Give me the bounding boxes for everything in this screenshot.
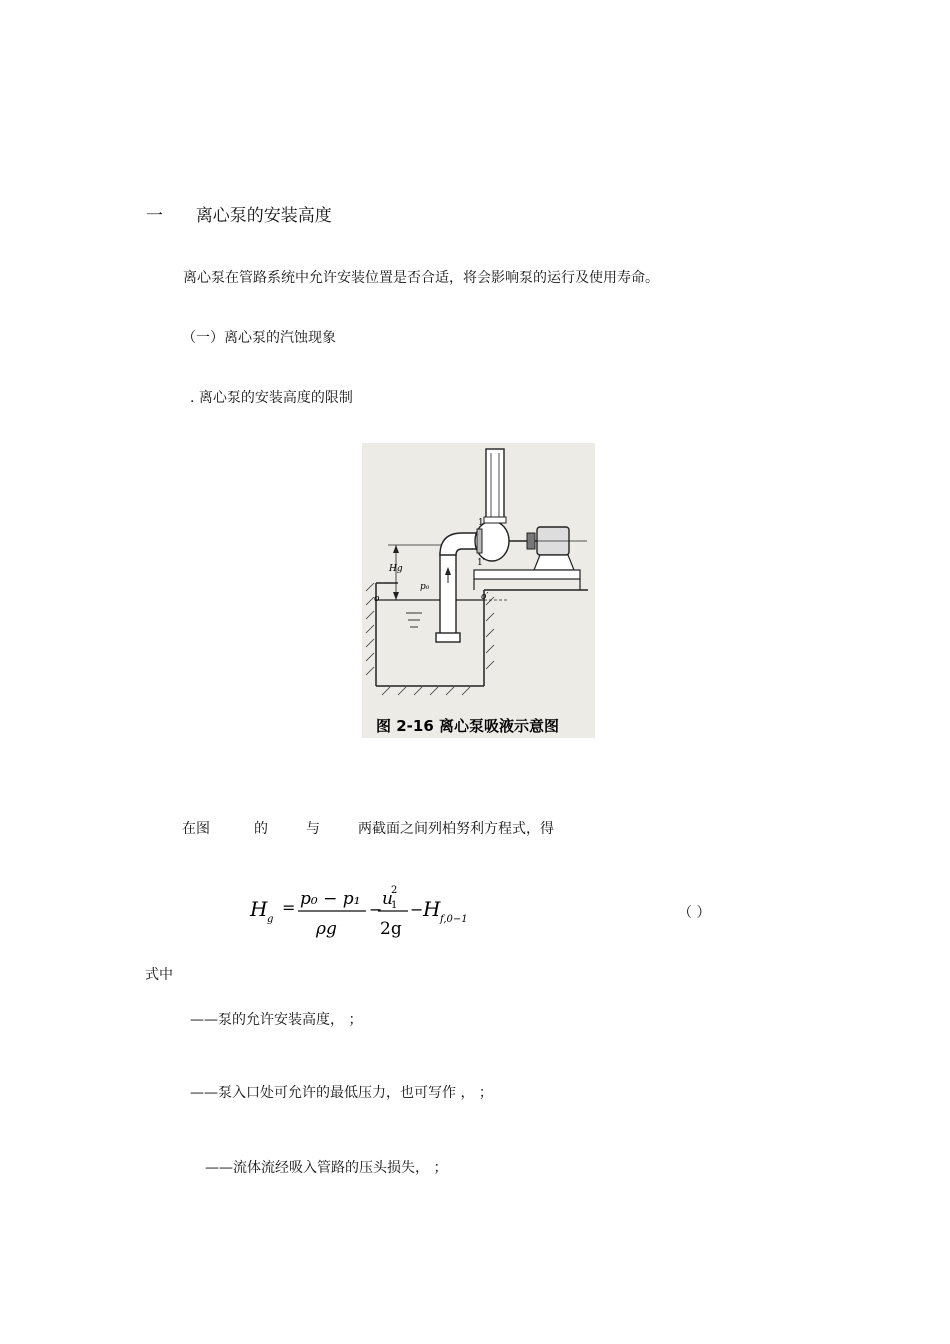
- subsection-title: （一）离心泵的汽蚀现象: [182, 330, 336, 346]
- pump-suction-diagram: [362, 443, 595, 738]
- label-1: 1: [478, 518, 484, 528]
- intro-paragraph: 离心泵在管路系统中允许安装位置是否合适，将会影响泵的运行及使用寿命。: [183, 270, 659, 286]
- where-label: 式中: [145, 967, 173, 983]
- formula-last-sub: f,0−1: [440, 914, 468, 925]
- formula-minus1: −: [369, 900, 383, 919]
- definition-hg: ——泵的允许安装高度， ；: [190, 1012, 363, 1028]
- formula-den1: ρg: [316, 919, 337, 939]
- formula-eq: =: [282, 898, 296, 917]
- label-o: o: [374, 594, 380, 604]
- definition-hf: ——流体流经吸入管路的压头损失， ；: [205, 1160, 448, 1176]
- label-hg: Hg: [389, 564, 403, 574]
- figure-caption: 图 2-16 离心泵吸液示意图: [376, 717, 559, 735]
- label-o-prime: o′: [481, 592, 489, 602]
- section-number: 一: [146, 206, 163, 226]
- label-1-prime: 1′: [477, 558, 485, 568]
- formula-num2-sup: 2: [391, 885, 398, 896]
- formula-num1: p₀ − p₁: [300, 889, 361, 909]
- equation-number: （ ）: [678, 905, 711, 921]
- formula-num2-sub: 1: [391, 900, 398, 911]
- formula: [248, 880, 488, 942]
- label-p0: p₀: [420, 582, 430, 592]
- section-heading: [146, 201, 332, 226]
- formula-lhs: H: [250, 897, 268, 921]
- formula-num2: u: [382, 889, 393, 909]
- formula-den2: 2g: [380, 919, 402, 939]
- definition-p1: ——泵入口处可允许的最低压力，也可写作 ， ；: [190, 1085, 493, 1101]
- formula-lhs-sub: g: [267, 914, 274, 925]
- formula-last: H: [423, 897, 441, 921]
- bernoulli-sentence: 在图 的 与 两截面之间列柏努利方程式，得: [182, 821, 554, 837]
- formula-minus2: −: [410, 900, 424, 919]
- section-title: 离心泵的安装高度: [195, 206, 332, 226]
- item-title: . 离心泵的安装高度的限制: [190, 390, 353, 406]
